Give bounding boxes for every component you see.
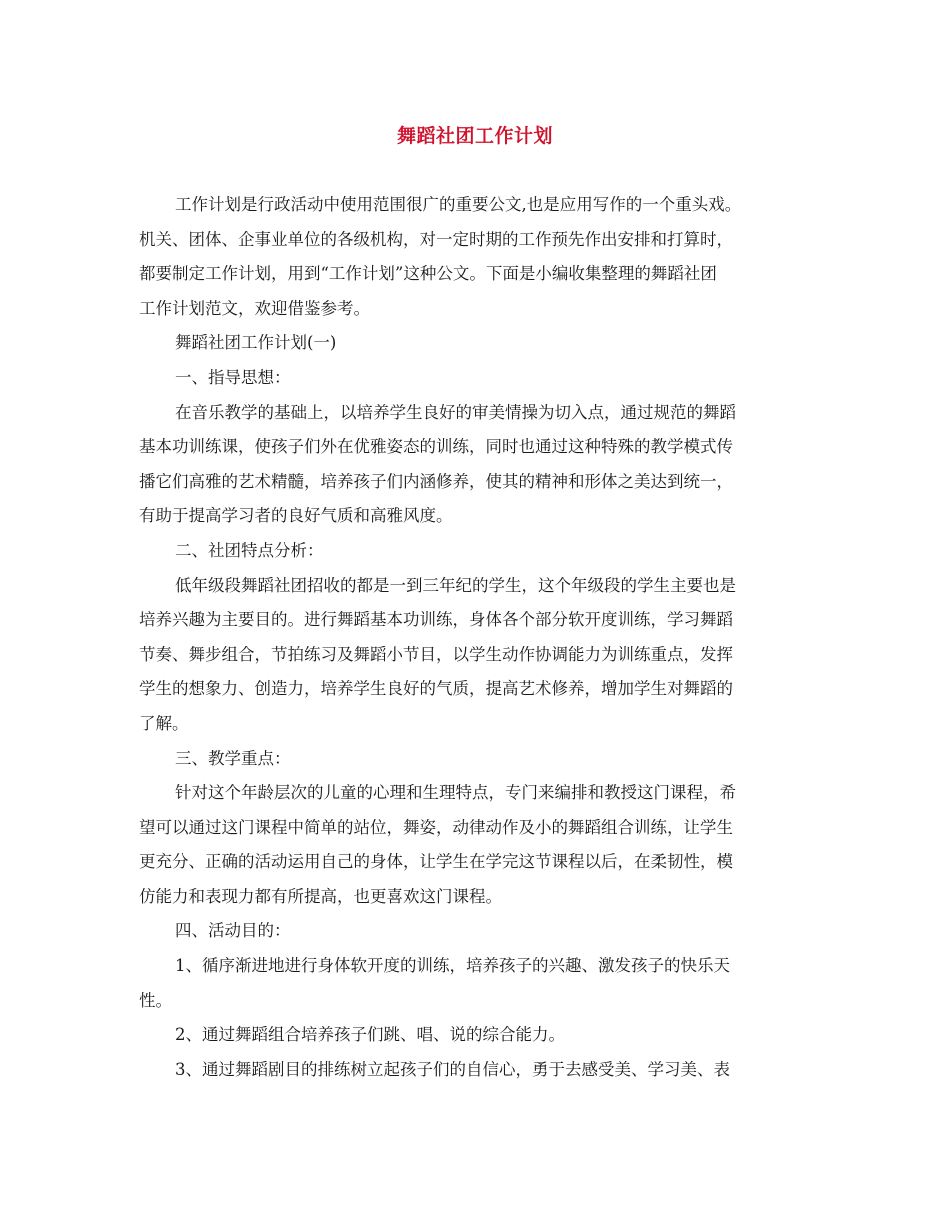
text-line: 仿能力和表现力都有所提高，也更喜欢这门课程。 — [139, 886, 502, 906]
list-item: 1、循序渐进地进行身体软开度的训练，培养孩子的兴趣、激发孩子的快乐天 — [175, 956, 730, 976]
text-line: 学生的想象力、创造力，培养学生良好的气质，提高艺术修养，增加学生对舞蹈的 — [139, 679, 733, 699]
text-line: 都要制定工作计划，用到“工作计划”这种公文。下面是小编收集整理的舞蹈社团 — [139, 264, 717, 284]
list-item: 2、通过舞蹈组合培养孩子们跳、唱、说的综合能力。 — [175, 1025, 565, 1045]
text-line: 性。 — [139, 990, 172, 1010]
text-line: 播它们高雅的艺术精髓，培养孩子们内涵修养，使其的精神和形体之美达到统一， — [139, 471, 733, 491]
section-heading: 二、社团特点分析： — [175, 540, 324, 560]
text-line: 在音乐教学的基础上，以培养学生良好的审美情操为切入点，通过规范的舞蹈 — [175, 402, 736, 422]
section-heading: 舞蹈社团工作计划(一) — [175, 333, 337, 353]
text-line: 有助于提高学习者的良好气质和高雅风度。 — [139, 506, 453, 526]
text-line: 工作计划范文，欢迎借鉴参考。 — [139, 298, 370, 318]
text-line: 基本功训练课，使孩子们外在优雅姿态的训练，同时也通过这种特殊的教学模式传 — [139, 437, 733, 457]
section-heading: 一、指导思想： — [175, 367, 291, 387]
text-line: 节奏、舞步组合，节拍练习及舞蹈小节目，以学生动作协调能力为训练重点，发挥 — [139, 644, 733, 664]
text-line: 工作计划是行政活动中使用范围很广的重要公文,也是应用写作的一个重头戏。 — [175, 195, 742, 214]
document-body — [139, 188, 829, 1087]
section-heading: 四、活动目的： — [175, 921, 291, 941]
text-line: 低年级段舞蹈社团招收的都是一到三年纪的学生，这个年级段的学生主要也是 — [175, 575, 736, 595]
text-line: 了解。 — [139, 713, 189, 733]
list-item: 3、通过舞蹈剧目的排练树立起孩子们的自信心，勇于去感受美、学习美、表 — [175, 1059, 730, 1079]
text-line: 望可以通过这门课程中简单的站位，舞姿，动律动作及小的舞蹈组合训练，让学生 — [139, 817, 733, 837]
text-line: 针对这个年龄层次的儿童的心理和生理特点，专门来编排和教授这门课程，希 — [175, 783, 736, 803]
section-heading: 三、教学重点： — [175, 748, 291, 768]
document-title: 舞蹈社团工作计划 — [396, 125, 553, 147]
text-line: 培养兴趣为主要目的。进行舞蹈基本功训练，身体各个部分软开度训练，学习舞蹈 — [139, 610, 733, 630]
text-line: 机关、团体、企事业单位的各级机构，对一定时期的工作预先作出安排和打算时， — [139, 229, 733, 249]
text-line: 更充分、正确的活动运用自己的身体，让学生在学完这节课程以后，在柔韧性，模 — [139, 852, 733, 872]
